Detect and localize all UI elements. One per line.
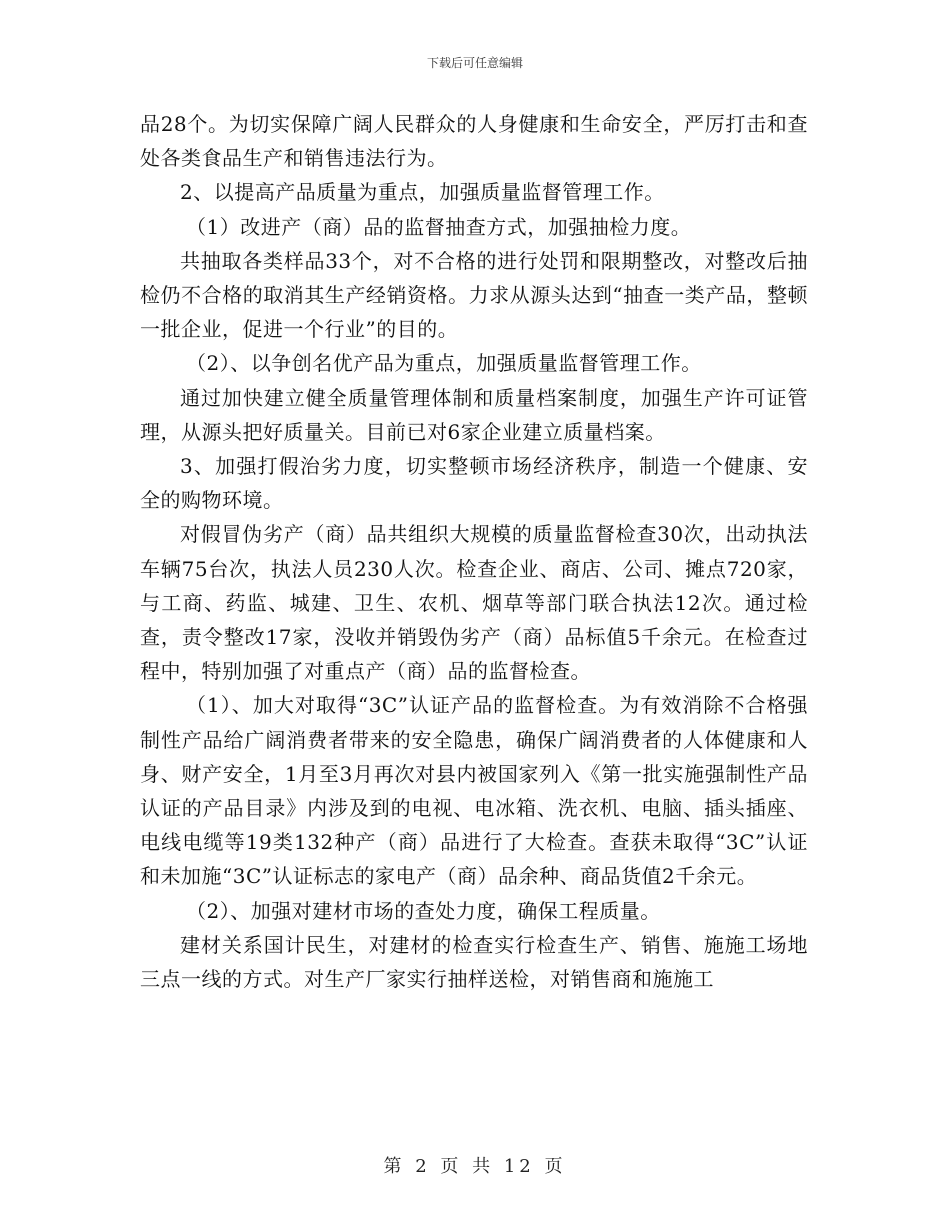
document-body — [140, 107, 808, 996]
body-paragraph: （2）、加强对建材市场的查处力度，确保工程质量。 — [186, 898, 661, 923]
body-paragraph: （1）改进产（商）品的监督抽查方式，加强抽检力度。 — [186, 214, 692, 239]
body-paragraph: （1）、加大对取得“3C”认证产品的监督检查。为有效消除不合格强制性产品给广阔消费者带来的安全隐患，确保广阔消费者的人体健康和人身、财产安全，1月至3月再次对县内被国家列入《第一批实施强制性产品认证的产品目录》内涉及到的电视、电冰箱、洗衣机、电脑、插头插座、电线电缆等19类132种产（商）品进行了大检查。查获未取得“3C”认证和未加施“3C”认证标志的家电产（商）品余种、商品货值2千余元。 — [140, 693, 808, 889]
page-header-note: 下载后可任意编辑 — [426, 56, 523, 70]
body-paragraph: 品28个。为切实保障广阔人民群众的人身健康和生命安全，严厉打击和查处各类食品生产和销售违法行为。 — [140, 112, 808, 171]
body-paragraph: 对假冒伪劣产（商）品共组织大规模的质量监督检查30次，出动执法车辆75台次，执法人员230人次。检查企业、商店、公司、摊点720家，与工商、药监、城建、卫生、农机、烟草等部门联合执法12次。通过检查，责令整改17家，没收并销毁伪劣产（商）品标值5千余元。在检查过程中，特别加强了对重点产（商）品的监督检查。 — [140, 522, 808, 684]
body-paragraph: 通过加快建立健全质量管理体制和质量档案制度，加强生产许可证管理，从源头把好质量关。目前已对6家企业建立质量档案。 — [140, 385, 808, 444]
body-paragraph: 3、加强打假治劣力度，切实整顿市场经济秩序，制造一个健康、安全的购物环境。 — [140, 454, 808, 513]
body-paragraph: 2、以提高产品质量为重点，加强质量监督管理工作。 — [180, 180, 665, 205]
page-footer-number: 第 2 页 共 12 页 — [383, 1156, 567, 1177]
body-paragraph: 建材关系国计民生，对建材的检查实行检查生产、销售、施施工场地三点一线的方式。对生产厂家实行抽样送检，对销售商和施施工 — [140, 932, 808, 992]
body-paragraph: 共抽取各类样品33个，对不合格的进行处罚和限期整改，对整改后抽检仍不合格的取消其生产经销资格。力求从源头达到“抽查一类产品，整顿一批企业，促进一个行业”的目的。 — [140, 248, 808, 342]
body-paragraph: （2）、以争创名优产品为重点，加强质量监督管理工作。 — [186, 351, 702, 376]
